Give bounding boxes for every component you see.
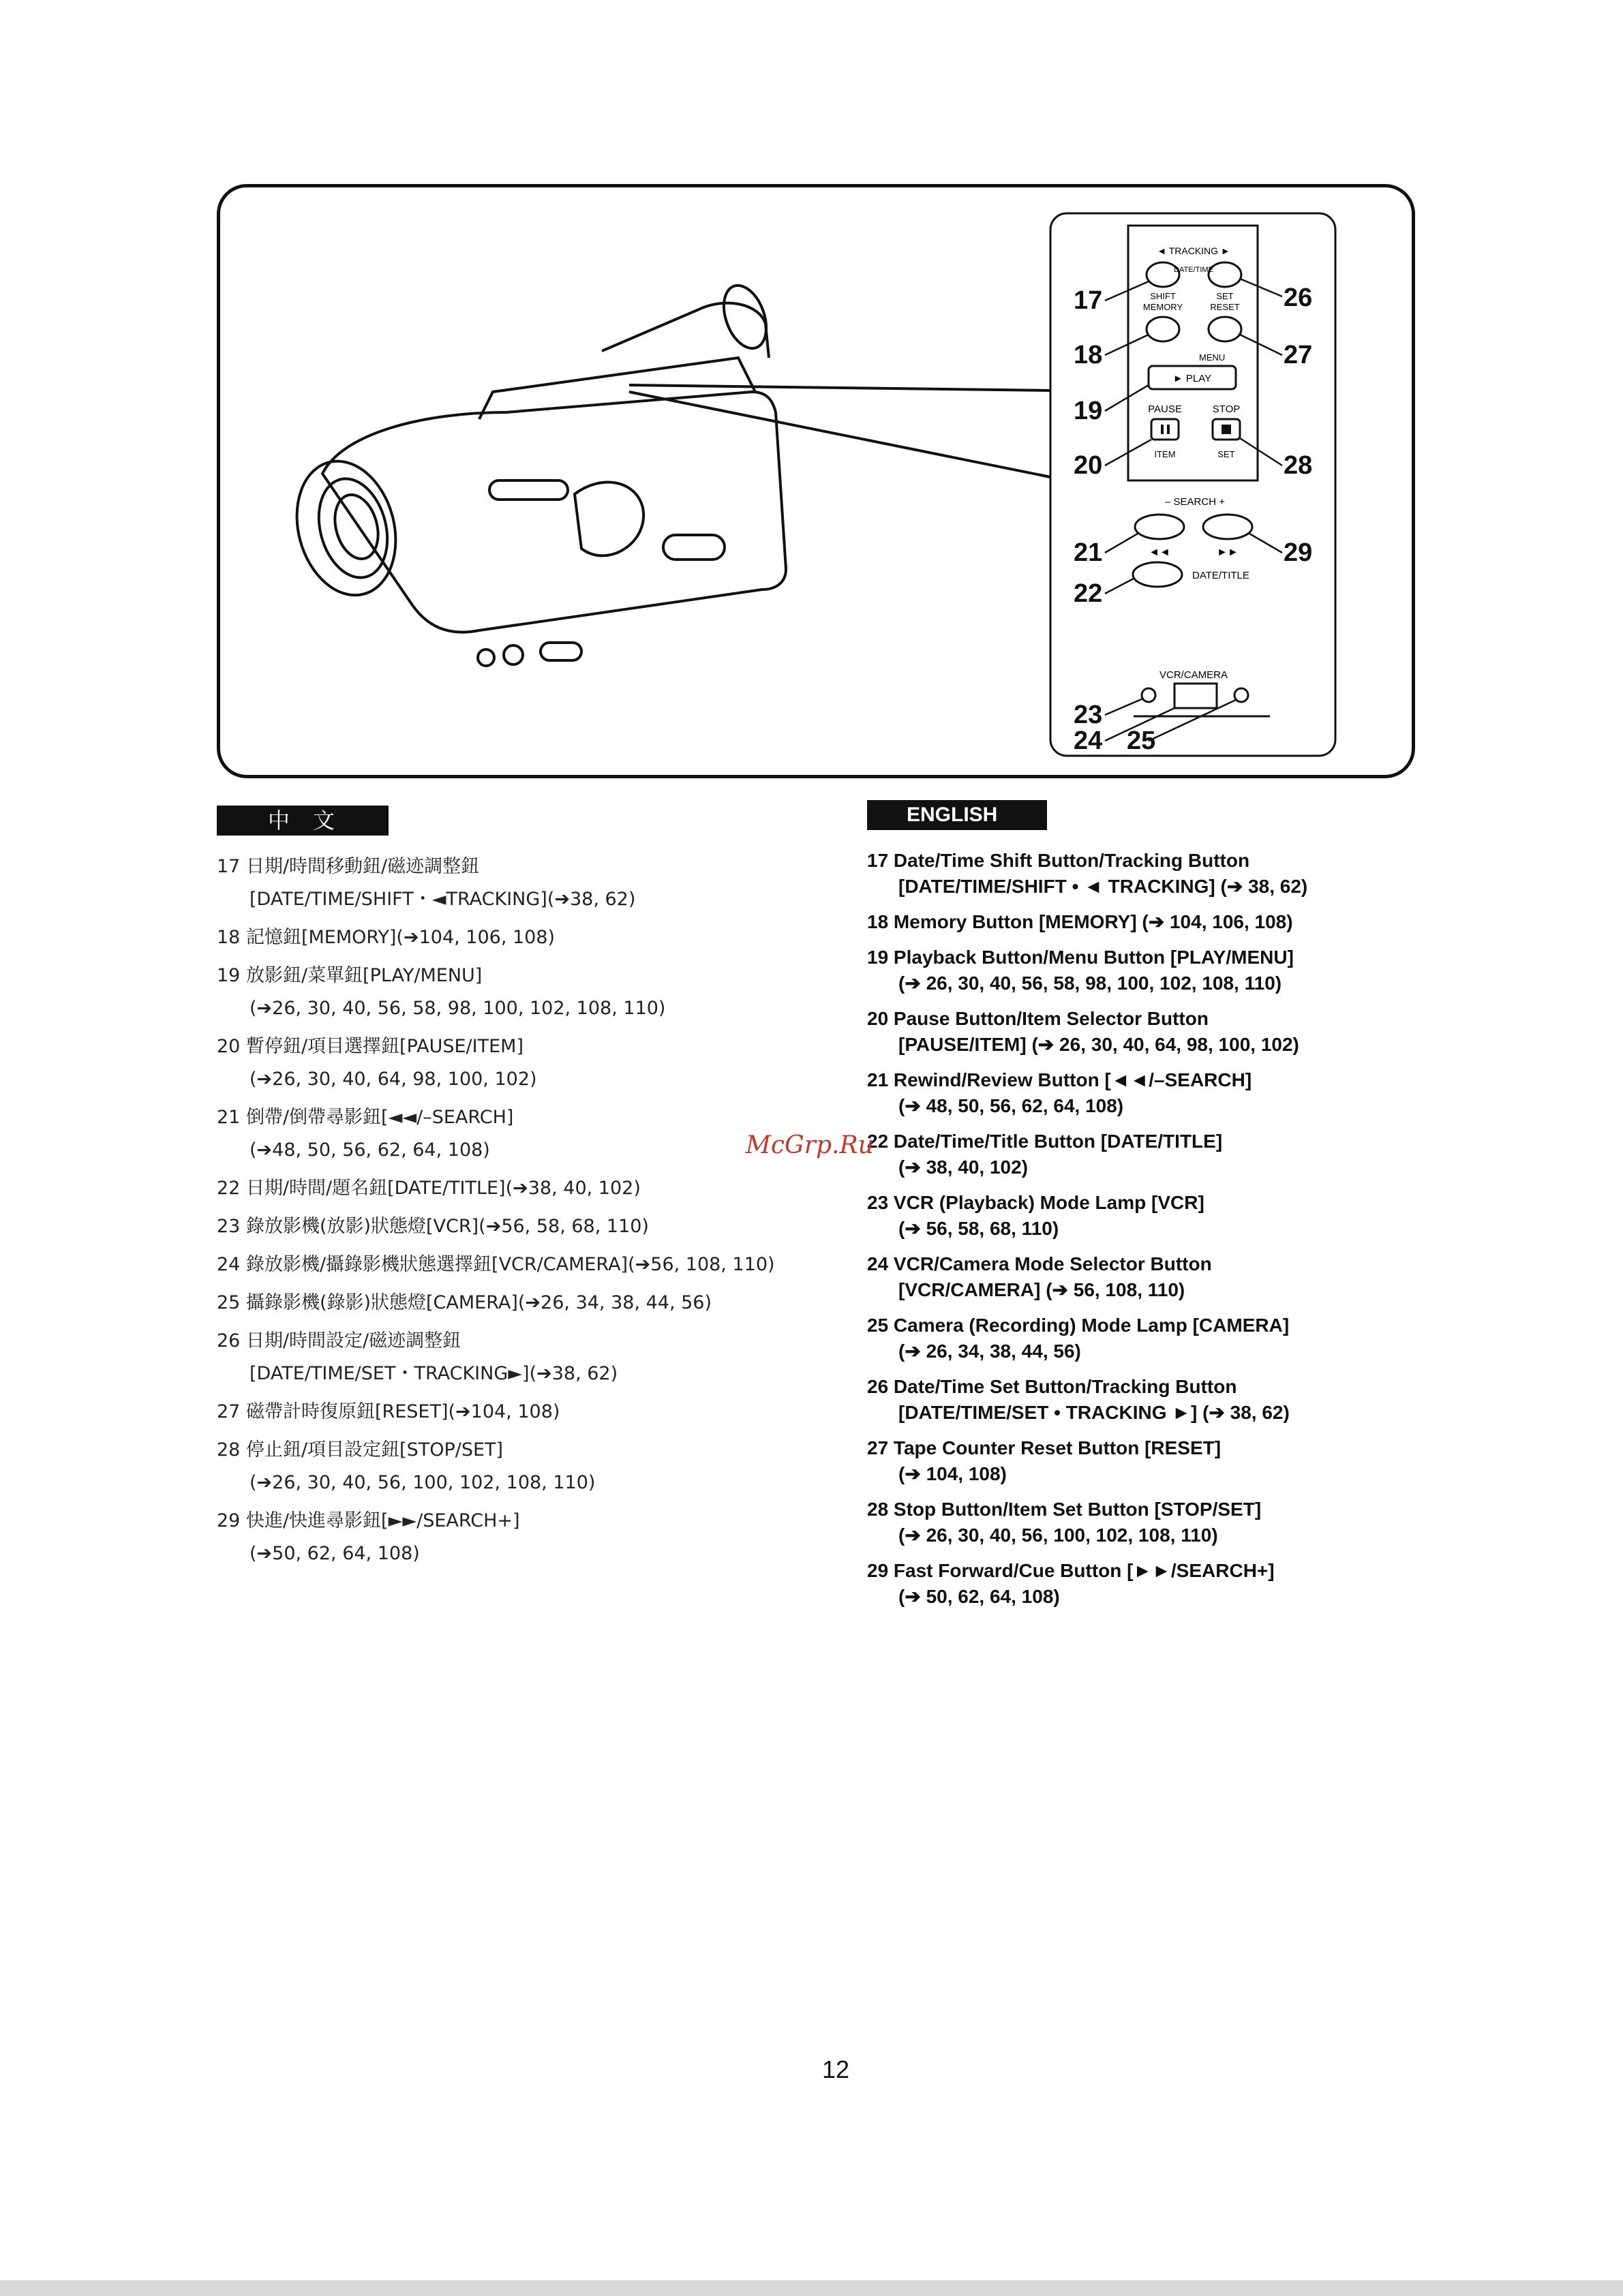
zh-item-17: 17 日期/時間移動鈕/磁迹調整鈕 [DATE/TIME/SHIFT・◄TRACKING](➔38, 62) [217,856,636,910]
vcr-camera-selector[interactable] [1174,684,1217,708]
zh-item-22: 22 日期/時間/題名鈕[DATE/TITLE](➔38, 40, 102) [217,1178,641,1199]
label-memory: MEMORY [1142,302,1183,312]
camera-lamp [1234,688,1248,702]
en-item-22: 22 Date/Time/Title Button [DATE/TITLE] (➔ 38, 40, 102) [867,1131,1223,1178]
vcr-lamp [1142,688,1155,702]
fast-forward-button[interactable] [1203,515,1252,539]
en-item-27: 27 Tape Counter Reset Button [RESET] (➔ 104, 108) [867,1437,1222,1484]
label-reset: RESET [1210,302,1240,312]
callout-24: 24 [1074,726,1103,755]
callout-20: 20 [1074,451,1103,480]
pause-button[interactable] [1151,419,1179,440]
reset-button[interactable] [1209,317,1241,341]
zh-item-28: 28 停止鈕/項目設定鈕[STOP/SET] (➔26, 30, 40, 56, 100, 102, 108, 110) [217,1439,596,1493]
en-item-25: 25 Camera (Recording) Mode Lamp [CAMERA] (➔ 26, 34, 38, 44, 56) [867,1315,1290,1362]
label-menu: MENU [1199,352,1226,363]
label-search: – SEARCH + [1165,496,1225,508]
page-number: 12 [822,2055,850,2083]
footer-rule [0,2280,1623,2296]
callout-27: 27 [1284,341,1313,369]
en-item-23: 23 VCR (Playback) Mode Lamp [VCR] (➔ 56, 58, 68, 110) [867,1192,1204,1239]
callout-18: 18 [1074,341,1103,369]
en-item-29: 29 Fast Forward/Cue Button [►►/SEARCH+] (➔ 50, 62, 64, 108) [867,1560,1275,1607]
callout-17: 17 [1074,286,1103,315]
callout-19: 19 [1074,397,1103,425]
label-date-title: DATE/TITLE [1192,570,1249,581]
zh-item-29: 29 快進/快進尋影鈕[►►/SEARCH+] (➔50, 62, 64, 108) [217,1510,520,1564]
zh-item-21: 21 倒帶/倒帶尋影鈕[◄◄/–SEARCH] (➔48, 50, 56, 62, 64, 108) [217,1107,514,1161]
label-shift: SHIFT [1150,291,1176,301]
callout-28: 28 [1284,451,1313,480]
label-rew: ◄◄ [1149,547,1170,558]
memory-button[interactable] [1147,317,1179,341]
label-set: SET [1216,291,1234,301]
watermark: McGrp.Ru [746,1131,874,1159]
zh-item-19: 19 放影鈕/菜單鈕[PLAY/MENU] (➔26, 30, 40, 56, 58, 98, 100, 102, 108, 110) [217,965,666,1019]
label-tracking: ◄ TRACKING ► [1157,245,1230,256]
english-item-list [867,848,1426,1619]
label-set2: SET [1217,449,1235,459]
en-item-21: 21 Rewind/Review Button [◄◄/–SEARCH] (➔ 48, 50, 56, 62, 64, 108) [867,1069,1252,1116]
en-item-24: 24 VCR/Camera Mode Selector Button [VCR/CAMERA] (➔ 56, 108, 110) [867,1253,1212,1300]
label-item: ITEM [1154,449,1176,459]
english-section-header: ENGLISH [867,800,1047,830]
en-item-28: 28 Stop Button/Item Set Button [STOP/SET] (➔ 26, 30, 40, 56, 100, 102, 108, 110) [867,1499,1262,1546]
rewind-button[interactable] [1135,515,1184,539]
label-ff: ►► [1217,547,1239,558]
callout-29: 29 [1284,538,1313,567]
label-vcr-camera: VCR/CAMERA [1159,669,1228,681]
camcorder-drawing [283,279,1050,666]
callout-26: 26 [1284,284,1313,312]
chinese-section-header: 中文 [217,806,389,836]
en-item-17: 17 Date/Time Shift Button/Tracking Button [DATE/TIME/SHIFT • ◄ TRACKING] (➔ 38, 62) [867,850,1308,897]
en-item-19: 19 Playback Button/Menu Button [PLAY/MENU] (➔ 26, 30, 40, 56, 58, 98, 100, 102, 108, 110) [867,947,1294,994]
zh-item-25: 25 攝錄影機(錄影)狀態燈[CAMERA](➔26, 34, 38, 44, 56) [217,1292,712,1313]
chinese-item-list [217,851,844,1576]
label-pause: PAUSE [1148,403,1182,415]
label-stop: STOP [1212,403,1241,415]
zh-item-26: 26 日期/時間設定/磁迹調整鈕 [DATE/TIME/SET・TRACKING►](➔38, 62) [217,1330,618,1384]
zh-item-24: 24 錄放影機/攝錄影機狀態選擇鈕[VCR/CAMERA](➔56, 108, 110) [217,1254,775,1275]
date-time-set-button[interactable] [1209,262,1241,287]
label-date-time: DATE/TIME [1174,266,1213,274]
callout-21: 21 [1074,538,1103,567]
en-item-20: 20 Pause Button/Item Selector Button [PAUSE/ITEM] (➔ 26, 30, 40, 64, 98, 100, 102) [867,1008,1299,1055]
zh-item-20: 20 暫停鈕/項目選擇鈕[PAUSE/ITEM] (➔26, 30, 40, 64, 98, 100, 102) [217,1036,537,1090]
camcorder-illustration [220,187,1412,775]
callout-25: 25 [1127,726,1156,755]
en-item-18: 18 Memory Button [MEMORY] (➔ 104, 106, 108) [867,911,1293,932]
date-title-button[interactable] [1133,562,1182,587]
zh-item-18: 18 記憶鈕[MEMORY](➔104, 106, 108) [217,927,556,948]
callout-22: 22 [1074,579,1103,608]
en-item-26: 26 Date/Time Set Button/Tracking Button [DATE/TIME/SET • TRACKING ►] (➔ 38, 62) [867,1376,1290,1423]
callout-23: 23 [1074,701,1103,729]
label-play: ► PLAY [1172,373,1212,384]
control-panel-detail [1050,213,1335,756]
zh-item-23: 23 錄放影機(放影)狀態燈[VCR](➔56, 58, 68, 110) [217,1216,649,1237]
zh-item-27: 27 磁帶計時復原鈕[RESET](➔104, 108) [217,1401,560,1422]
figure-frame [217,184,1415,778]
